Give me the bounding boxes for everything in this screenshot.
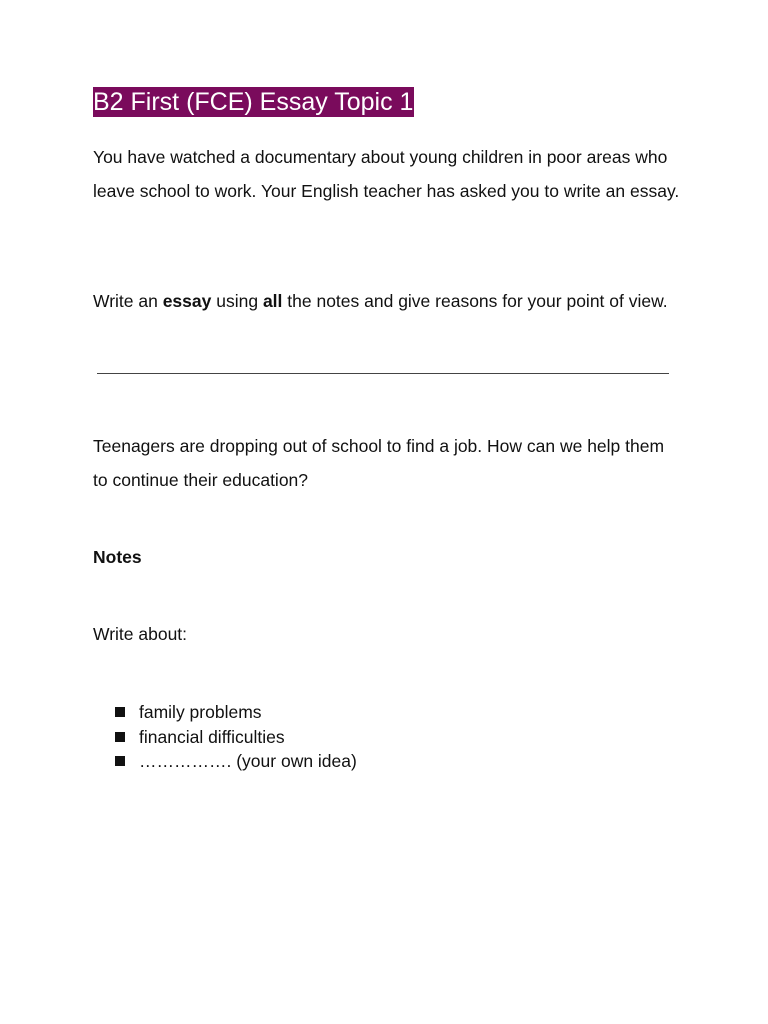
square-bullet-icon xyxy=(115,732,125,742)
notes-heading: Notes xyxy=(93,547,142,567)
notes-bullet-list xyxy=(115,700,357,774)
list-item xyxy=(115,749,357,774)
square-bullet-icon xyxy=(115,707,125,717)
bullet-text: ……………. (your own idea) xyxy=(139,751,357,771)
instruction-bold-all: all xyxy=(262,291,283,311)
bullet-text: financial difficulties xyxy=(139,726,285,747)
intro-paragraph: You have watched a documentary about young children in poor areas who leave school to work. Your English teacher has asked you to write an essay. xyxy=(93,147,680,201)
instruction-text-1: Write an xyxy=(93,291,163,311)
instruction-text-3: the notes and give reasons for your point of view. xyxy=(282,291,668,311)
list-item xyxy=(115,725,357,750)
instruction-bold-essay: essay xyxy=(162,291,212,311)
horizontal-divider xyxy=(97,373,669,374)
list-item xyxy=(115,700,357,725)
instruction-paragraph xyxy=(93,285,683,319)
essay-question: Teenagers are dropping out of school to find a job. How can we help them to continue their education? xyxy=(93,436,665,490)
page-title: B2 First (FCE) Essay Topic 1 xyxy=(93,88,414,116)
instruction-text-2: using xyxy=(211,291,263,311)
write-about-label: Write about: xyxy=(93,624,188,644)
square-bullet-icon xyxy=(115,756,125,766)
bullet-text: family problems xyxy=(139,702,262,722)
